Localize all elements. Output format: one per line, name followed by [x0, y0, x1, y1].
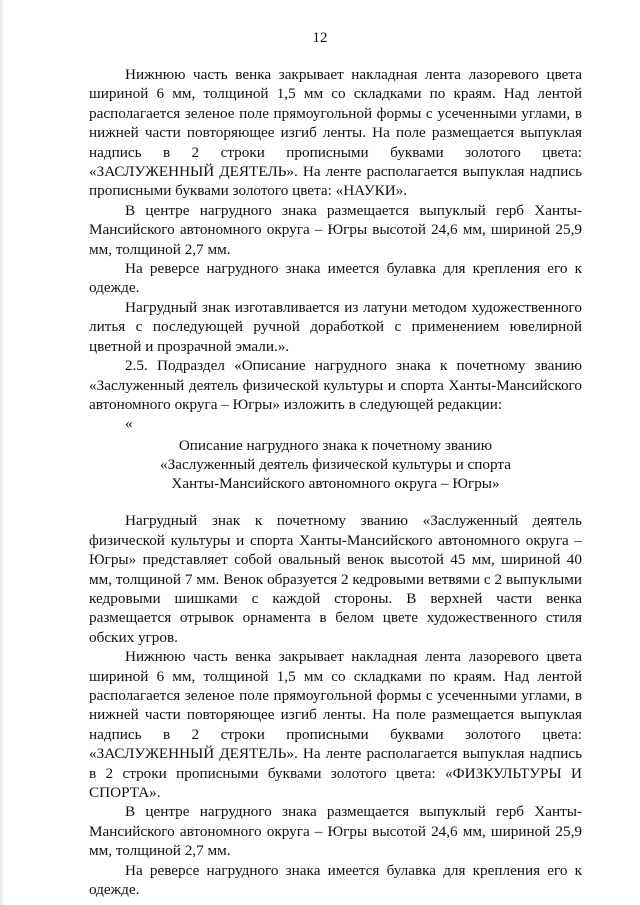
paragraph-subsection-2-5: 2.5. Подраздел «Описание нагрудного знака к почетному званию «Заслуженный деятель физической культуры и спорта Ханты-Мансийского автономного округа – Югры» изложить в следующей редакции: [89, 357, 582, 413]
heading-line-2: «Заслуженный деятель физической культуры и спорта [160, 455, 511, 473]
paragraph-reverse-pin-2: На реверсе нагрудного знака имеется булавка для крепления его к одежде. [89, 861, 582, 899]
document-body [89, 65, 582, 899]
section-heading [89, 436, 582, 494]
page-number: 12 [312, 30, 328, 46]
heading-line-3: Ханты-Мансийского автономного округа – Югры» [171, 475, 500, 493]
paragraph-ribbon-sport: Нижнюю часть венка закрывает накладная лента лазоревого цвета шириной 6 мм, толщиной 1,5 мм со складками по краям. Над лентой располагается зеленое поле прямоугольной формы с усеченными углами, в нижней части повторяющее изгиб ленты. На поле размещается выпуклая надпись в 2 строки прописными буквами золотого цвета: «ЗАСЛУЖЕННЫЙ ДЕЯТЕЛЬ». На ленте располагается выпуклая надпись в 2 строки прописными буквами золотого цвета: «ФИЗКУЛЬТУРЫ И СПОРТА». [89, 648, 582, 802]
paragraph-reverse-pin-1: На реверсе нагрудного знака имеется булавка для крепления его к одежде. [89, 260, 582, 297]
paragraph-badge-description: Нагрудный знак к почетному званию «Заслуженный деятель физической культуры и спорта Ханты-Мансийского автономного округа – Югры» представляет собой овальный венок высотой 45 мм, шириной 40 мм, толщиной 7 мм. Венок образуется 2 кедровыми ветвями с 2 выпуклыми кедровыми шишками с каждой стороны. В верхней части венка размещается отрывок орнамента в белом цвете художественного стиля обских угров. [89, 512, 582, 646]
paragraph-coat-of-arms-2: В центре нагрудного знака размещается выпуклый герб Ханты-Мансийского автономного округа – Югры высотой 24,6 мм, шириной 25,9 мм, толщиной 2,7 мм. [89, 803, 582, 860]
paragraph-material: Нагрудный знак изготавливается из латуни методом художественного литья с последующей ручной доработкой с применением ювелирной цветной и прозрачной эмали.». [89, 298, 582, 355]
paragraph-coat-of-arms-1: В центре нагрудного знака размещается выпуклый герб Ханты-Мансийского автономного округа – Югры высотой 24,6 мм, шириной 25,9 мм, толщиной 2,7 мм. [89, 201, 582, 258]
scan-edge-shadow [0, 0, 5, 905]
paragraph-ribbon-science: Нижнюю часть венка закрывает накладная лента лазоревого цвета шириной 6 мм, толщиной 1,5 мм со складками по краям. Над лентой располагается зеленое поле прямоугольной формы с усеченными углами, в нижней части повторяющее изгиб ленты. На поле размещается выпуклая надпись в 2 строки прописными буквами золотого цвета: «ЗАСЛУЖЕННЫЙ ДЕЯТЕЛЬ». На ленте располагается выпуклая надпись прописными буквами золотого цвета: «НАУКИ». [89, 66, 582, 200]
heading-line-1: Описание нагрудного знака к почетному званию [178, 436, 493, 454]
opening-quote: « [125, 415, 133, 433]
